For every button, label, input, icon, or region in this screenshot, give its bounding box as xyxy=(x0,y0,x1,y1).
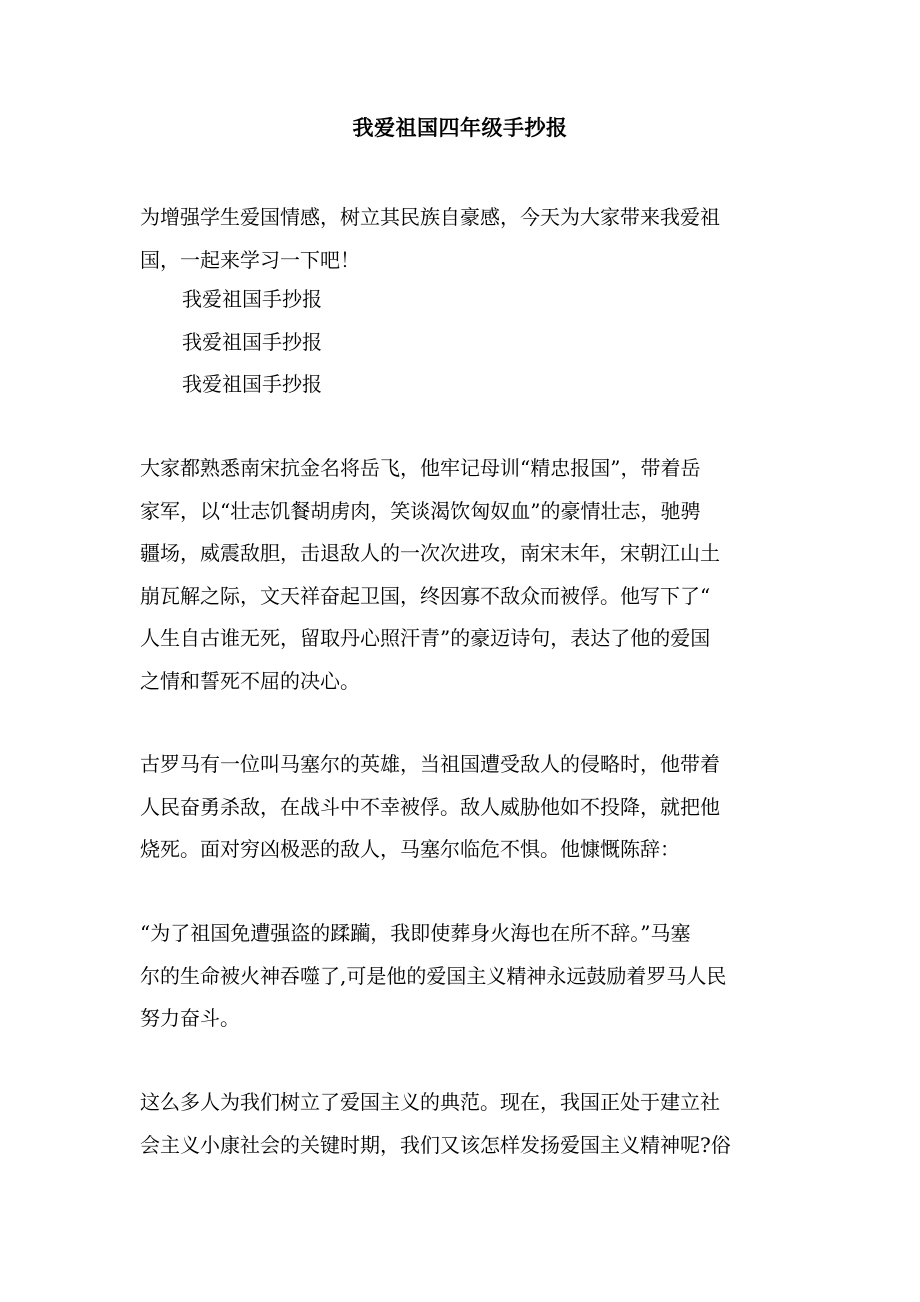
paragraph-patriotism-now: 这么多人为我们树立了爱国主义的典范。现在，我国正处于建立社 会主义小康社会的关键时期，我们又该怎样发扬爱国主义精神呢?俗 xyxy=(140,1090,731,1157)
caption-line-3: 我爱祖国手抄报 xyxy=(182,372,322,396)
paragraph-yue-fei: 大家都熟悉南宋抗金名将岳飞，他牢记母训“精忠报国”，带着岳 家军，以“壮志饥餐胡虏肉，笑谈渴饮匈奴血”的豪情壮志，驰骋 疆场，威震敌胆，击退敌人的一次次进攻，南宋末年，宋朝江山土 崩瓦解之际，文天祥奋起卫国，终因寡不敌众而被俘。他写下了“ 人生自古谁无死，留取丹心照汗青”的豪迈诗句，表达了他的爱国 之情和誓死不屈的决心。 xyxy=(140,456,720,693)
paragraph-quote: “为了祖国免遭强盗的蹂躏，我即使葬身火海也在所不辞。”马塞 尔的生命被火神吞噬了,可是他的爱国主义精神永远鼓励着罗马人民 努力奋斗。 xyxy=(140,921,727,1030)
caption-line-2: 我爱祖国手抄报 xyxy=(182,330,322,354)
paragraph-marcel: 古罗马有一位叫马塞尔的英雄，当祖国遭受敌人的侵略时，他带着 人民奋勇杀敌，在战斗中不幸被俘。敌人威胁他如不投降，就把他 烧死。面对穷凶极恶的敌人，马塞尔临危不惧。他慷慨陈辞： xyxy=(140,752,720,861)
intro-paragraph: 为增强学生爱国情感，树立其民族自豪感，今天为大家带来我爱祖 国，一起来学习一下吧！ xyxy=(140,205,720,272)
document-title: 我爱祖国四年级手抄报 xyxy=(352,115,568,140)
caption-line-1: 我爱祖国手抄报 xyxy=(182,287,322,311)
